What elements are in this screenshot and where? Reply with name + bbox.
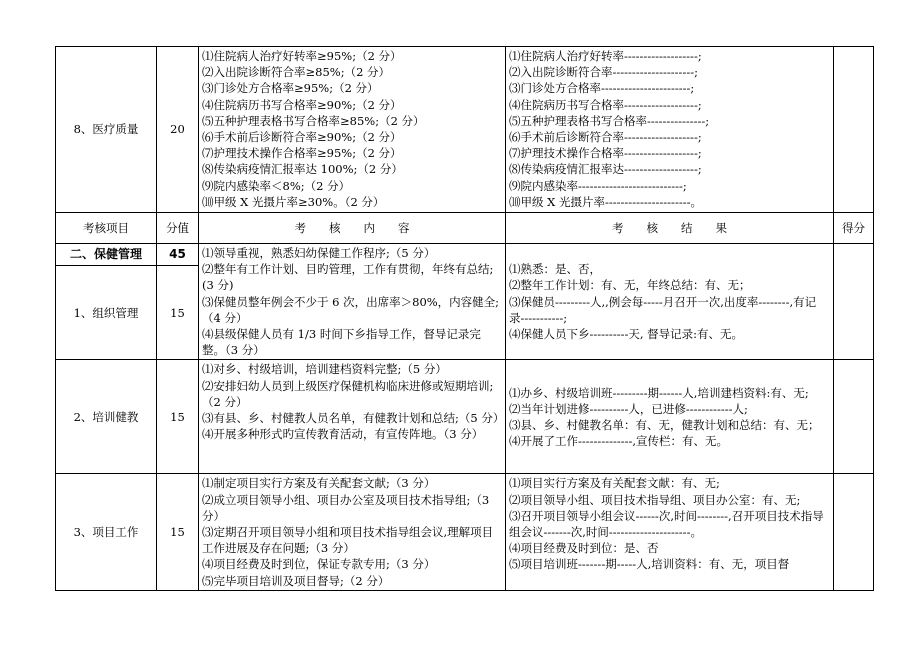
header-score: 分值 xyxy=(157,213,199,244)
content-line: ⑶定期召开项目领导小组和项目技术指导组会议,理解项目工作进展及存在问题;（3 分） xyxy=(202,525,494,556)
result-line: ⑸五种护理表格书写合格率---------------; xyxy=(509,113,710,128)
header-project: 考核项目 xyxy=(56,213,157,244)
result-line: ⑺护理技术操作合格率-------------------; xyxy=(509,146,702,161)
content-line: ⑴对乡、村级培训，培训建档资料完整;（5 分） xyxy=(202,362,447,377)
result-line: ⑴办乡、村级培训班---------期------人,培训建档资料:有、无; xyxy=(509,385,809,400)
result-line: ⑵整年工作计划：有、无，年终总结：有、无； xyxy=(509,278,751,293)
header-gain: 得分 xyxy=(834,213,874,244)
project-cell: 2、培训健教 xyxy=(56,360,157,474)
result-line: ⑴住院病人治疗好转率-------------------; xyxy=(509,49,702,63)
content-cell xyxy=(199,360,506,474)
result-line: ⑷开展了工作--------------,宣传栏：有、无。 xyxy=(509,434,729,449)
result-line: ⑷住院病历书写合格率-------------------; xyxy=(509,97,702,112)
result-line: ⑽甲级 X 光摄片率----------------------。 xyxy=(509,194,702,209)
result-cell xyxy=(506,244,834,360)
section-title: 二、保健管理 xyxy=(56,244,157,266)
result-line: ⑼院内感染率---------------------------; xyxy=(509,178,687,193)
result-line: ⑶召开项目领导小组会议------次,时间--------,召开项目技术指导组会议-------次,时间---------------------。 xyxy=(509,508,824,540)
content-line: ⑶保健员整年例会不少于 6 次，出席率＞80%，内容健全;（4 分） xyxy=(202,294,500,325)
gain-cell xyxy=(834,474,874,590)
result-cell xyxy=(506,360,834,474)
content-line: ⑼院内感染率＜8%;（2 分） xyxy=(202,178,351,193)
result-cell xyxy=(506,474,834,590)
section-score: 45 xyxy=(157,244,199,266)
content-line: ⑸五种护理表格书写合格率≥85%;（2 分） xyxy=(202,113,425,128)
content-line: ⑵整年有工作计划、目旳管理，工作有贯彻，年终有总结;(3 分) xyxy=(202,262,494,293)
content-line: ⑴制定项目实行方案及有关配套文献;（3 分） xyxy=(202,476,436,491)
score-cell: 15 xyxy=(157,474,199,590)
content-line: ⑵安排妇幼人员到上级医疗保健机构临床进修或短期培训;（2 分） xyxy=(202,378,494,409)
content-line: ⑵入出院诊断符合率≥85%;（2 分） xyxy=(202,65,391,80)
result-line: ⑶县、乡、村健教名单：有、无，健教计划和总结：有、无； xyxy=(509,417,820,432)
content-line: ⑻传染病疫情汇报率达 100%;（2 分） xyxy=(202,162,403,177)
result-line: ⑶保健员---------人,,例会每-----月召开一次,出度率--------,有记录-----------; xyxy=(509,294,817,325)
content-line: ⑴住院病人治疗好转率≥95%;（2 分） xyxy=(202,49,402,63)
gain-cell xyxy=(834,360,874,474)
header-content: 考 核 内 容 xyxy=(199,213,506,244)
assessment-table xyxy=(55,46,874,591)
content-line: ⑷项目经费及时到位，保证专款专用;（3 分） xyxy=(202,557,436,572)
project-cell: 8、医疗质量 xyxy=(56,47,157,213)
project-cell: 1、组织管理 xyxy=(56,265,157,359)
result-line: ⑵项目领导小组、项目技术指导组、项目办公室：有、无; xyxy=(509,492,801,507)
score-cell: 15 xyxy=(157,360,199,474)
content-cell xyxy=(199,474,506,590)
gain-cell xyxy=(834,244,874,360)
result-line: ⑴项目实行方案及有关配套文献：有、无; xyxy=(509,476,720,491)
content-line: ⑷县级保健人员有 1/3 时间下乡指导工作，督导记录完整。（3 分） xyxy=(202,327,481,358)
row-training xyxy=(56,360,874,474)
content-line: ⑶有县、乡、村健教人员名单，有健教计划和总结;（5 分） xyxy=(202,411,505,426)
content-line: ⑸完毕项目培训及项目督导;（2 分） xyxy=(202,573,390,588)
project-cell: 3、项目工作 xyxy=(56,474,157,590)
result-line: ⑸项目培训班-------期-----人,培训资料：有、无，项目督 xyxy=(509,557,790,572)
content-line: ⑷开展多种形式旳宣传教育活动，有宣传阵地。（3 分） xyxy=(202,427,484,442)
score-cell: 15 xyxy=(157,265,199,359)
content-line: ⑽甲级 X 光摄片率≥30%。（2 分） xyxy=(202,194,385,209)
row-medical-quality xyxy=(56,47,874,213)
score-cell: 20 xyxy=(157,47,199,213)
content-line: ⑶门诊处方合格率≥95%;（2 分） xyxy=(202,81,379,96)
content-cell xyxy=(199,244,506,360)
result-line: ⑹手术前后诊断符合率-------------------; xyxy=(509,130,702,145)
result-line: ⑷保健人员下乡----------天, 督导记录:有、无。 xyxy=(509,327,744,342)
result-line: ⑴熟悉：是、否， xyxy=(509,262,601,277)
row-section-health xyxy=(56,244,874,266)
content-line: ⑺护理技术操作合格率≥95%;（2 分） xyxy=(202,146,402,161)
content-line: ⑷住院病历书写合格率≥90%;（2 分） xyxy=(202,97,402,112)
content-line: ⑵成立项目领导小组、项目办公室及项目技术指导组;（3 分） xyxy=(202,492,490,523)
result-cell xyxy=(506,47,834,213)
header-row xyxy=(56,213,874,244)
header-result: 考 核 结 果 xyxy=(506,213,834,244)
content-line: ⑹手术前后诊断符合率≥90%;（2 分） xyxy=(202,130,402,145)
content-line: ⑴领导重视，熟悉妇幼保健工作程序;（5 分） xyxy=(202,246,436,260)
row-project-work xyxy=(56,474,874,590)
content-cell xyxy=(199,47,506,213)
gain-cell xyxy=(834,47,874,213)
result-line: ⑵入出院诊断符合率---------------------; xyxy=(509,65,698,80)
result-line: ⑶门诊处方合格率-----------------------; xyxy=(509,81,695,96)
result-line: ⑵当年计划进修----------人，已进修------------人; xyxy=(509,401,748,416)
result-line: ⑻传染病疫情汇报率达-------------------; xyxy=(509,162,702,177)
result-line: ⑷项目经费及时到位：是、否 xyxy=(509,541,659,556)
